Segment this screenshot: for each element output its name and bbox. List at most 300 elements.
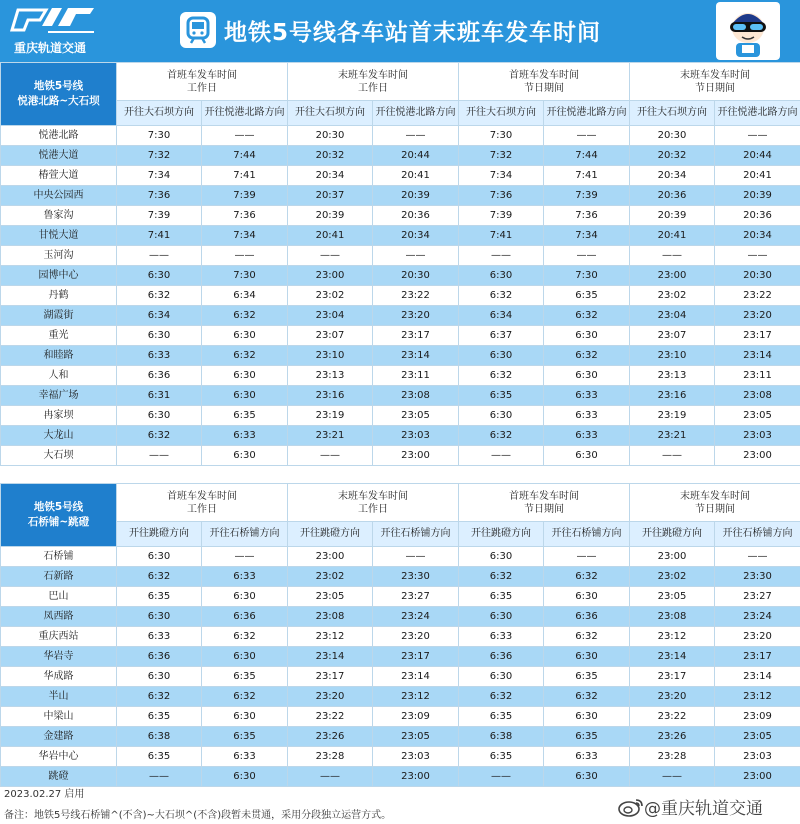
station-name: 华成路 bbox=[1, 667, 117, 687]
table-row bbox=[1, 446, 800, 466]
departure-time: 6:30 bbox=[459, 667, 544, 687]
departure-time: 6:32 bbox=[117, 687, 202, 707]
departure-time: 23:26 bbox=[630, 727, 715, 747]
departure-time: —— bbox=[202, 547, 288, 567]
departure-time: —— bbox=[544, 246, 630, 266]
departure-time: 23:30 bbox=[373, 567, 459, 587]
departure-time: 23:17 bbox=[630, 667, 715, 687]
table-row bbox=[1, 667, 800, 687]
departure-time: 23:19 bbox=[288, 406, 373, 426]
departure-time: 20:39 bbox=[715, 186, 800, 206]
departure-time: 6:35 bbox=[117, 747, 202, 767]
timetable-section-1 bbox=[0, 62, 800, 466]
departure-time: 6:35 bbox=[544, 286, 630, 306]
departure-time: 23:05 bbox=[630, 587, 715, 607]
station-name: 大石坝 bbox=[1, 446, 117, 466]
departure-time: 7:39 bbox=[117, 206, 202, 226]
station-name: 华岩中心 bbox=[1, 747, 117, 767]
departure-time: 23:17 bbox=[715, 647, 800, 667]
station-name: 湖霞街 bbox=[1, 306, 117, 326]
direction-header: 开往跳磴方向 bbox=[630, 522, 715, 547]
departure-time: 7:41 bbox=[202, 166, 288, 186]
departure-time: 23:10 bbox=[288, 346, 373, 366]
departure-time: —— bbox=[715, 547, 800, 567]
departure-time: 6:32 bbox=[202, 306, 288, 326]
direction-header: 开往跳磴方向 bbox=[459, 522, 544, 547]
table-row bbox=[1, 386, 800, 406]
direction-header: 开往石桥铺方向 bbox=[202, 522, 288, 547]
departure-time: 20:30 bbox=[373, 266, 459, 286]
departure-time: 6:30 bbox=[202, 707, 288, 727]
departure-time: 23:20 bbox=[288, 687, 373, 707]
departure-time: 23:08 bbox=[715, 386, 800, 406]
table-row bbox=[1, 326, 800, 346]
departure-time: 23:00 bbox=[630, 547, 715, 567]
departure-time: 23:03 bbox=[715, 426, 800, 446]
departure-time: 20:41 bbox=[715, 166, 800, 186]
departure-time: 23:00 bbox=[373, 767, 459, 787]
group-title: 首班车发车时间 bbox=[167, 490, 237, 502]
departure-time: 23:14 bbox=[715, 346, 800, 366]
departure-time: 6:30 bbox=[202, 647, 288, 667]
weibo-watermark bbox=[618, 794, 763, 819]
group-header bbox=[630, 63, 800, 101]
departure-time: 6:30 bbox=[202, 446, 288, 466]
station-name: 和睦路 bbox=[1, 346, 117, 366]
departure-time: 23:13 bbox=[630, 366, 715, 386]
departure-time: 23:11 bbox=[715, 366, 800, 386]
departure-time: 23:20 bbox=[715, 627, 800, 647]
departure-time: 23:05 bbox=[715, 406, 800, 426]
departure-time: 7:44 bbox=[544, 146, 630, 166]
departure-time: 6:30 bbox=[202, 386, 288, 406]
departure-time: 23:14 bbox=[288, 647, 373, 667]
departure-time: —— bbox=[117, 246, 202, 266]
station-name: 甘悦大道 bbox=[1, 226, 117, 246]
departure-time: 20:37 bbox=[288, 186, 373, 206]
departure-time: 23:05 bbox=[373, 406, 459, 426]
departure-time: 6:32 bbox=[117, 426, 202, 446]
departure-time: 20:30 bbox=[715, 266, 800, 286]
departure-time: 6:30 bbox=[544, 707, 630, 727]
departure-time: 7:34 bbox=[544, 226, 630, 246]
station-name: 重光 bbox=[1, 326, 117, 346]
departure-time: 23:14 bbox=[715, 667, 800, 687]
effective-date: 2023.02.27 启用 bbox=[4, 789, 85, 800]
departure-time: 7:41 bbox=[544, 166, 630, 186]
departure-time: 20:41 bbox=[630, 226, 715, 246]
departure-time: 7:39 bbox=[459, 206, 544, 226]
table-row bbox=[1, 747, 800, 767]
departure-time: —— bbox=[715, 126, 800, 146]
departure-time: 23:14 bbox=[630, 647, 715, 667]
table-row bbox=[1, 547, 800, 567]
direction-header: 开往悦港北路方向 bbox=[544, 101, 630, 126]
departure-time: 23:02 bbox=[630, 286, 715, 306]
departure-time: —— bbox=[459, 246, 544, 266]
table-row bbox=[1, 346, 800, 366]
page-title: 地铁5号线各车站首末班车发车时间 bbox=[224, 19, 602, 46]
departure-time: 7:34 bbox=[202, 226, 288, 246]
departure-time: 23:12 bbox=[715, 687, 800, 707]
direction-header: 开往悦港北路方向 bbox=[202, 101, 288, 126]
departure-time: 23:16 bbox=[288, 386, 373, 406]
station-name: 园博中心 bbox=[1, 266, 117, 286]
departure-time: —— bbox=[373, 126, 459, 146]
station-name: 大龙山 bbox=[1, 426, 117, 446]
departure-time: 23:09 bbox=[715, 707, 800, 727]
departure-time: —— bbox=[459, 446, 544, 466]
departure-time: —— bbox=[288, 446, 373, 466]
weibo-handle: @重庆轨道交通 bbox=[644, 799, 763, 819]
timetable-body bbox=[1, 547, 800, 787]
departure-time: 6:32 bbox=[202, 627, 288, 647]
weibo-icon bbox=[618, 797, 644, 817]
departure-time: 7:44 bbox=[202, 146, 288, 166]
direction-header: 开往大石坝方向 bbox=[630, 101, 715, 126]
departure-time: 23:14 bbox=[373, 667, 459, 687]
station-name: 重庆西站 bbox=[1, 627, 117, 647]
departure-time: 7:34 bbox=[117, 166, 202, 186]
departure-time: 6:36 bbox=[202, 607, 288, 627]
table-row bbox=[1, 767, 800, 787]
departure-time: 6:36 bbox=[117, 366, 202, 386]
departure-time: 23:02 bbox=[630, 567, 715, 587]
header-bar bbox=[0, 0, 800, 62]
departure-time: 23:20 bbox=[715, 306, 800, 326]
departure-time: 20:44 bbox=[715, 146, 800, 166]
departure-time: 7:39 bbox=[202, 186, 288, 206]
table-row bbox=[1, 727, 800, 747]
direction-header: 开往大石坝方向 bbox=[288, 101, 373, 126]
departure-time: —— bbox=[117, 767, 202, 787]
departure-time: —— bbox=[117, 446, 202, 466]
departure-time: 23:08 bbox=[630, 607, 715, 627]
table-row bbox=[1, 406, 800, 426]
station-name: 凤西路 bbox=[1, 607, 117, 627]
departure-time: 6:33 bbox=[544, 386, 630, 406]
station-name: 中央公园西 bbox=[1, 186, 117, 206]
departure-time: 6:30 bbox=[544, 326, 630, 346]
departure-time: 23:20 bbox=[373, 306, 459, 326]
direction-header: 开往悦港北路方向 bbox=[715, 101, 800, 126]
departure-time: 6:32 bbox=[459, 366, 544, 386]
departure-time: 6:30 bbox=[544, 366, 630, 386]
line-range: 石桥铺~跳磴 bbox=[27, 516, 90, 528]
departure-time: 6:32 bbox=[459, 687, 544, 707]
departure-time: 23:24 bbox=[715, 607, 800, 627]
group-title: 首班车发车时间 bbox=[167, 69, 237, 81]
departure-time: 6:35 bbox=[202, 667, 288, 687]
departure-time: 20:39 bbox=[373, 186, 459, 206]
group-title: 末班车发车时间 bbox=[680, 69, 750, 81]
departure-time: 20:34 bbox=[630, 166, 715, 186]
departure-time: 7:36 bbox=[117, 186, 202, 206]
departure-time: 6:34 bbox=[202, 286, 288, 306]
station-name: 跳磴 bbox=[1, 767, 117, 787]
station-name: 悦港大道 bbox=[1, 146, 117, 166]
departure-time: —— bbox=[715, 246, 800, 266]
departure-time: 6:32 bbox=[117, 567, 202, 587]
departure-time: 23:08 bbox=[373, 386, 459, 406]
departure-time: 23:19 bbox=[630, 406, 715, 426]
departure-time: 20:36 bbox=[373, 206, 459, 226]
timetable-section-2 bbox=[0, 483, 800, 787]
departure-time: 20:34 bbox=[715, 226, 800, 246]
metro-train-icon bbox=[180, 12, 216, 48]
departure-time: 23:02 bbox=[288, 286, 373, 306]
table-row bbox=[1, 567, 800, 587]
group-header bbox=[117, 63, 288, 101]
departure-time: 6:32 bbox=[544, 687, 630, 707]
departure-time: 23:13 bbox=[288, 366, 373, 386]
departure-time: 7:34 bbox=[459, 166, 544, 186]
departure-time: —— bbox=[630, 446, 715, 466]
table-row bbox=[1, 126, 800, 146]
departure-time: 23:00 bbox=[715, 767, 800, 787]
departure-time: 23:12 bbox=[288, 627, 373, 647]
departure-time: 23:00 bbox=[373, 446, 459, 466]
departure-time: 7:36 bbox=[544, 206, 630, 226]
line-range: 悦港北路~大石坝 bbox=[17, 95, 100, 107]
table-row bbox=[1, 186, 800, 206]
departure-time: 6:35 bbox=[117, 707, 202, 727]
departure-time: 6:30 bbox=[544, 647, 630, 667]
departure-time: 6:30 bbox=[117, 266, 202, 286]
table-row bbox=[1, 306, 800, 326]
departure-time: 23:20 bbox=[630, 687, 715, 707]
departure-time: 7:39 bbox=[544, 186, 630, 206]
departure-time: 6:30 bbox=[117, 326, 202, 346]
departure-time: 23:08 bbox=[288, 607, 373, 627]
departure-time: 23:27 bbox=[715, 587, 800, 607]
departure-time: 23:30 bbox=[715, 567, 800, 587]
departure-time: 6:30 bbox=[117, 406, 202, 426]
departure-time: 23:11 bbox=[373, 366, 459, 386]
departure-time: 23:16 bbox=[630, 386, 715, 406]
departure-time: 23:17 bbox=[373, 326, 459, 346]
station-name: 华岩寺 bbox=[1, 647, 117, 667]
station-name: 玉河沟 bbox=[1, 246, 117, 266]
station-name: 椿萱大道 bbox=[1, 166, 117, 186]
departure-time: 23:28 bbox=[288, 747, 373, 767]
departure-time: 7:30 bbox=[544, 266, 630, 286]
departure-time: 6:30 bbox=[202, 587, 288, 607]
departure-time: 6:34 bbox=[117, 306, 202, 326]
departure-time: 23:12 bbox=[630, 627, 715, 647]
departure-time: 6:32 bbox=[202, 346, 288, 366]
departure-time: 20:30 bbox=[630, 126, 715, 146]
departure-time: 6:32 bbox=[459, 426, 544, 446]
group-sub: 工作日 bbox=[187, 503, 217, 515]
departure-time: 20:41 bbox=[288, 226, 373, 246]
departure-time: 6:30 bbox=[459, 266, 544, 286]
table-row bbox=[1, 426, 800, 446]
departure-time: 6:30 bbox=[202, 366, 288, 386]
departure-time: 7:36 bbox=[459, 186, 544, 206]
departure-time: 7:36 bbox=[202, 206, 288, 226]
direction-header: 开往跳磴方向 bbox=[117, 522, 202, 547]
departure-time: 23:20 bbox=[373, 627, 459, 647]
departure-time: —— bbox=[630, 246, 715, 266]
departure-time: 6:32 bbox=[544, 346, 630, 366]
table-row bbox=[1, 266, 800, 286]
departure-time: 6:32 bbox=[544, 567, 630, 587]
departure-time: 7:41 bbox=[459, 226, 544, 246]
departure-time: 6:33 bbox=[202, 747, 288, 767]
departure-time: 23:22 bbox=[630, 707, 715, 727]
departure-time: 20:30 bbox=[288, 126, 373, 146]
departure-time: 23:21 bbox=[630, 426, 715, 446]
departure-time: 23:17 bbox=[715, 326, 800, 346]
timetable-body bbox=[1, 126, 800, 466]
departure-time: 23:03 bbox=[373, 426, 459, 446]
departure-time: 23:21 bbox=[288, 426, 373, 446]
title-box bbox=[180, 8, 601, 52]
line-label-2 bbox=[1, 484, 117, 547]
departure-time: 23:02 bbox=[288, 567, 373, 587]
group-header bbox=[117, 484, 288, 522]
direction-header: 开往石桥铺方向 bbox=[715, 522, 800, 547]
departure-time: 6:33 bbox=[202, 426, 288, 446]
direction-row bbox=[1, 101, 800, 126]
table-row bbox=[1, 286, 800, 306]
departure-time: 20:34 bbox=[288, 166, 373, 186]
group-sub: 工作日 bbox=[358, 503, 388, 515]
direction-header: 开往大石坝方向 bbox=[459, 101, 544, 126]
group-title: 首班车发车时间 bbox=[509, 69, 579, 81]
departure-time: 6:38 bbox=[459, 727, 544, 747]
table-row bbox=[1, 587, 800, 607]
direction-row bbox=[1, 522, 800, 547]
table-row bbox=[1, 246, 800, 266]
departure-time: —— bbox=[202, 246, 288, 266]
departure-time: 6:36 bbox=[544, 607, 630, 627]
departure-time: 6:32 bbox=[459, 286, 544, 306]
departure-time: 6:33 bbox=[117, 346, 202, 366]
departure-time: —— bbox=[288, 767, 373, 787]
departure-time: 20:32 bbox=[288, 146, 373, 166]
departure-time: 23:07 bbox=[630, 326, 715, 346]
departure-time: 23:27 bbox=[373, 587, 459, 607]
departure-time: 23:00 bbox=[288, 547, 373, 567]
group-sub: 工作日 bbox=[358, 82, 388, 94]
group-sub: 节日期间 bbox=[695, 503, 735, 515]
departure-time: 23:07 bbox=[288, 326, 373, 346]
departure-time: 7:32 bbox=[117, 146, 202, 166]
departure-time: 6:30 bbox=[544, 767, 630, 787]
group-header bbox=[459, 63, 630, 101]
departure-time: 23:10 bbox=[630, 346, 715, 366]
station-name: 中梁山 bbox=[1, 707, 117, 727]
departure-time: 6:32 bbox=[544, 627, 630, 647]
departure-time: 6:33 bbox=[544, 747, 630, 767]
departure-time: 6:36 bbox=[459, 647, 544, 667]
departure-time: 20:34 bbox=[373, 226, 459, 246]
departure-time: 6:33 bbox=[544, 426, 630, 446]
departure-time: 6:32 bbox=[117, 286, 202, 306]
departure-time: 6:35 bbox=[459, 587, 544, 607]
departure-time: 6:32 bbox=[544, 306, 630, 326]
departure-time: 6:35 bbox=[202, 727, 288, 747]
station-name: 石桥铺 bbox=[1, 547, 117, 567]
departure-time: 6:33 bbox=[544, 406, 630, 426]
footnote: 备注：地铁5号线石桥铺^(不含)~大石坝^(不含)段暂未贯通，采用分段独立运营方式。 bbox=[4, 810, 392, 821]
direction-header: 开往悦港北路方向 bbox=[373, 101, 459, 126]
departure-time: 6:35 bbox=[202, 406, 288, 426]
departure-time: 6:30 bbox=[117, 547, 202, 567]
departure-time: 20:41 bbox=[373, 166, 459, 186]
departure-time: 6:30 bbox=[544, 587, 630, 607]
table-row bbox=[1, 366, 800, 386]
group-header bbox=[459, 484, 630, 522]
station-name: 金建路 bbox=[1, 727, 117, 747]
departure-time: 23:05 bbox=[715, 727, 800, 747]
departure-time: 7:41 bbox=[117, 226, 202, 246]
departure-time: 23:00 bbox=[630, 266, 715, 286]
table-row bbox=[1, 647, 800, 667]
departure-time: 6:33 bbox=[459, 627, 544, 647]
group-sub: 节日期间 bbox=[695, 82, 735, 94]
departure-time: —— bbox=[373, 547, 459, 567]
group-sub: 节日期间 bbox=[524, 503, 564, 515]
departure-time: 20:36 bbox=[630, 186, 715, 206]
station-name: 悦港北路 bbox=[1, 126, 117, 146]
group-title: 首班车发车时间 bbox=[509, 490, 579, 502]
direction-header: 开往石桥铺方向 bbox=[544, 522, 630, 547]
group-title: 末班车发车时间 bbox=[680, 490, 750, 502]
brand-name: 重庆轨道交通 bbox=[14, 41, 87, 55]
group-header bbox=[288, 484, 459, 522]
departure-time: 6:35 bbox=[544, 667, 630, 687]
departure-time: 6:30 bbox=[202, 326, 288, 346]
departure-time: —— bbox=[202, 126, 288, 146]
departure-time: 6:38 bbox=[117, 727, 202, 747]
departure-time: 6:34 bbox=[459, 306, 544, 326]
departure-time: —— bbox=[373, 246, 459, 266]
departure-time: 6:30 bbox=[459, 547, 544, 567]
departure-time: 6:36 bbox=[117, 647, 202, 667]
departure-time: 23:04 bbox=[288, 306, 373, 326]
departure-time: 7:30 bbox=[117, 126, 202, 146]
station-name: 人和 bbox=[1, 366, 117, 386]
departure-time: 23:05 bbox=[288, 587, 373, 607]
departure-time: 23:17 bbox=[288, 667, 373, 687]
table-row bbox=[1, 226, 800, 246]
departure-time: 23:26 bbox=[288, 727, 373, 747]
group-title: 末班车发车时间 bbox=[338, 69, 408, 81]
line-name: 地铁5号线 bbox=[33, 501, 84, 513]
departure-time: 6:35 bbox=[117, 587, 202, 607]
station-name: 巴山 bbox=[1, 587, 117, 607]
station-name: 冉家坝 bbox=[1, 406, 117, 426]
departure-time: 6:37 bbox=[459, 326, 544, 346]
station-name: 丹鹤 bbox=[1, 286, 117, 306]
station-name: 幸福广场 bbox=[1, 386, 117, 406]
rail-logo-icon bbox=[8, 4, 98, 38]
departure-time: 23:17 bbox=[373, 647, 459, 667]
departure-time: 6:31 bbox=[117, 386, 202, 406]
station-name: 半山 bbox=[1, 687, 117, 707]
departure-time: 23:28 bbox=[630, 747, 715, 767]
table-row bbox=[1, 166, 800, 186]
departure-time: 6:35 bbox=[544, 727, 630, 747]
departure-time: 23:22 bbox=[373, 286, 459, 306]
departure-time: —— bbox=[288, 246, 373, 266]
departure-time: 23:05 bbox=[373, 727, 459, 747]
departure-time: 7:30 bbox=[202, 266, 288, 286]
group-title: 末班车发车时间 bbox=[338, 490, 408, 502]
